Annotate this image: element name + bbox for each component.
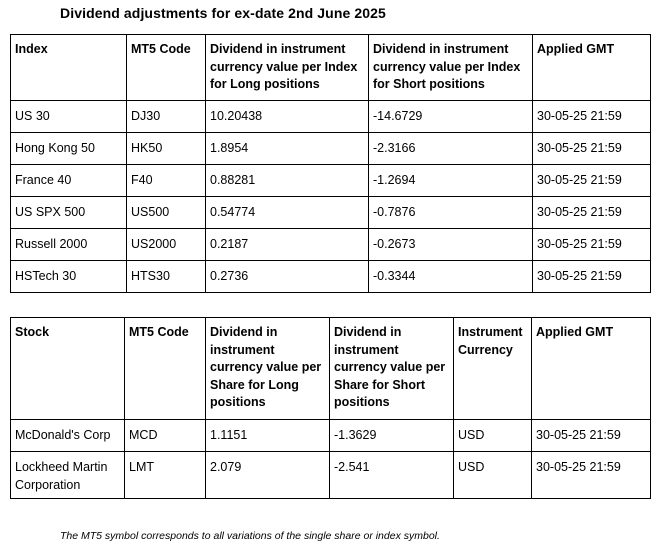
cell-dividend-short: -1.3629 bbox=[330, 420, 454, 452]
cell-applied-gmt: 30-05-25 21:59 bbox=[532, 420, 651, 452]
cell-instrument-currency: USD bbox=[454, 420, 532, 452]
header-index: Index bbox=[11, 35, 127, 101]
cell-applied-gmt: 30-05-25 21:59 bbox=[533, 100, 651, 132]
header-mt5-code: MT5 Code bbox=[127, 35, 206, 101]
table-row bbox=[11, 100, 651, 132]
cell-dividend-long: 0.54774 bbox=[206, 196, 369, 228]
index-dividend-table bbox=[10, 34, 651, 293]
header-dividend-short: Dividend in instrument currency value per Index for Short positions bbox=[369, 35, 533, 101]
cell-index: Hong Kong 50 bbox=[11, 132, 127, 164]
table-row bbox=[11, 260, 651, 292]
cell-index: US 30 bbox=[11, 100, 127, 132]
cell-mt5-code: DJ30 bbox=[127, 100, 206, 132]
cell-dividend-long: 10.20438 bbox=[206, 100, 369, 132]
cell-dividend-short: -1.2694 bbox=[369, 164, 533, 196]
cell-dividend-short: -0.7876 bbox=[369, 196, 533, 228]
header-stock: Stock bbox=[11, 318, 125, 420]
header-dividend-long: Dividend in instrument currency value per Share for Long positions bbox=[206, 318, 330, 420]
cell-applied-gmt: 30-05-25 21:59 bbox=[533, 196, 651, 228]
cell-dividend-short: -2.541 bbox=[330, 452, 454, 499]
cell-dividend-long: 0.2736 bbox=[206, 260, 369, 292]
header-dividend-long: Dividend in instrument currency value per Index for Long positions bbox=[206, 35, 369, 101]
cell-dividend-long: 0.2187 bbox=[206, 228, 369, 260]
cell-mt5-code: LMT bbox=[125, 452, 206, 499]
cell-index: Russell 2000 bbox=[11, 228, 127, 260]
cell-applied-gmt: 30-05-25 21:59 bbox=[533, 228, 651, 260]
header-instrument-currency: Instrument Currency bbox=[454, 318, 532, 420]
table-row bbox=[11, 452, 651, 499]
cell-dividend-long: 1.1151 bbox=[206, 420, 330, 452]
header-dividend-short: Dividend in instrument currency value per Share for Short positions bbox=[330, 318, 454, 420]
cell-mt5-code: HK50 bbox=[127, 132, 206, 164]
cell-index: HSTech 30 bbox=[11, 260, 127, 292]
cell-dividend-short: -2.3166 bbox=[369, 132, 533, 164]
cell-stock: McDonald's Corp bbox=[11, 420, 125, 452]
table-row bbox=[11, 228, 651, 260]
table-row bbox=[11, 164, 651, 196]
cell-mt5-code: MCD bbox=[125, 420, 206, 452]
cell-dividend-short: -0.3344 bbox=[369, 260, 533, 292]
cell-stock: Lockheed Martin Corporation bbox=[11, 452, 125, 499]
table-row bbox=[11, 196, 651, 228]
cell-instrument-currency: USD bbox=[454, 452, 532, 499]
cell-applied-gmt: 30-05-25 21:59 bbox=[533, 132, 651, 164]
cell-index: France 40 bbox=[11, 164, 127, 196]
cell-dividend-long: 2.079 bbox=[206, 452, 330, 499]
cell-mt5-code: F40 bbox=[127, 164, 206, 196]
cell-applied-gmt: 30-05-25 21:59 bbox=[532, 452, 651, 499]
header-applied-gmt: Applied GMT bbox=[533, 35, 651, 101]
cell-mt5-code: US2000 bbox=[127, 228, 206, 260]
stock-dividend-table bbox=[10, 317, 651, 499]
table-row bbox=[11, 132, 651, 164]
cell-dividend-short: -14.6729 bbox=[369, 100, 533, 132]
cell-mt5-code: US500 bbox=[127, 196, 206, 228]
cell-dividend-long: 0.88281 bbox=[206, 164, 369, 196]
cell-dividend-long: 1.8954 bbox=[206, 132, 369, 164]
cell-index: US SPX 500 bbox=[11, 196, 127, 228]
cell-mt5-code: HTS30 bbox=[127, 260, 206, 292]
header-mt5-code: MT5 Code bbox=[125, 318, 206, 420]
header-applied-gmt: Applied GMT bbox=[532, 318, 651, 420]
table-header-row bbox=[11, 318, 651, 420]
table-header-row bbox=[11, 35, 651, 101]
page-title: Dividend adjustments for ex-date 2nd June 2025 bbox=[60, 5, 386, 21]
footnote: The MT5 symbol corresponds to all variations of the single share or index symbol. bbox=[60, 530, 440, 542]
table-row bbox=[11, 420, 651, 452]
cell-dividend-short: -0.2673 bbox=[369, 228, 533, 260]
cell-applied-gmt: 30-05-25 21:59 bbox=[533, 164, 651, 196]
cell-applied-gmt: 30-05-25 21:59 bbox=[533, 260, 651, 292]
